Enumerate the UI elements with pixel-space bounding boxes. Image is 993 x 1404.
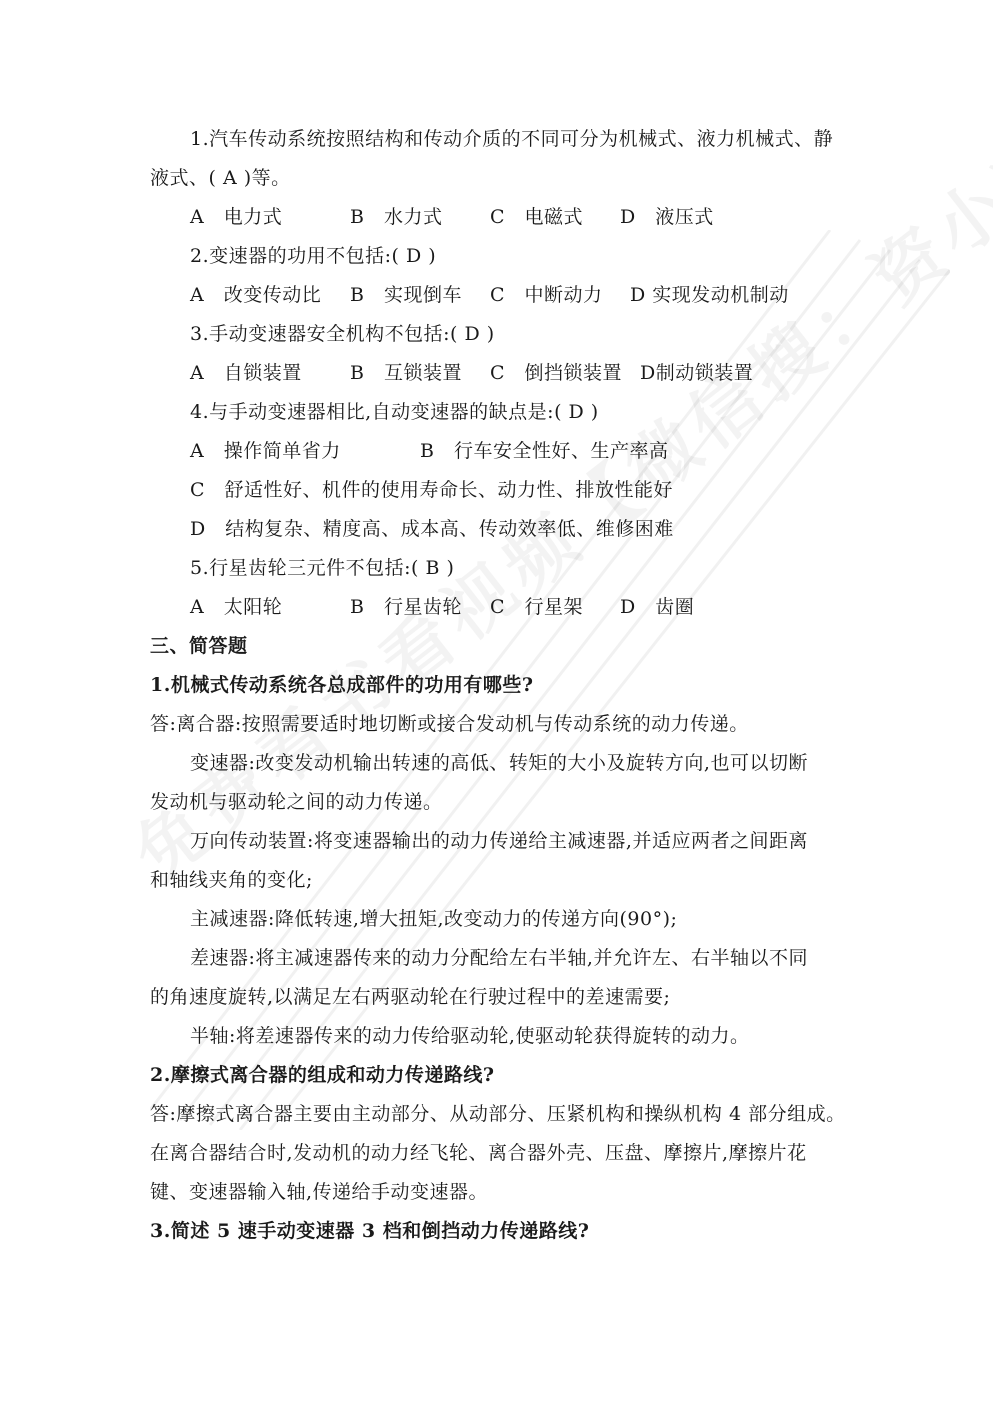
question-1-stem-line-1: 1.汽车传动系统按照结构和传动介质的不同可分为机械式、液力机械式、静 bbox=[190, 128, 834, 150]
question-4-option-d: D 结构复杂、精度高、成本高、传动效率低、维修困难 bbox=[190, 518, 674, 540]
question-1-stem-line-2: 液式、( A )等。 bbox=[150, 167, 291, 189]
question-5-option-c: C 行星架 bbox=[490, 596, 584, 618]
question-3-option-d: D制动锁装置 bbox=[640, 362, 754, 384]
question-4-option-a: A 操作简单省力 bbox=[190, 440, 341, 462]
question-2-option-c: C 中断动力 bbox=[490, 284, 603, 306]
short-answer-2-line-1: 答:摩擦式离合器主要由主动部分、从动部分、压紧机构和操纵机构 4 部分组成。 bbox=[150, 1103, 846, 1125]
question-2-stem: 2.变速器的功用不包括:( D ) bbox=[190, 245, 437, 267]
short-answer-1-universal-joint-line-1: 万向传动装置:将变速器输出的动力传递给主减速器,并适应两者之间距离 bbox=[190, 830, 808, 852]
question-5-option-a: A 太阳轮 bbox=[190, 596, 283, 618]
question-2-option-d: D 实现发动机制动 bbox=[630, 284, 789, 306]
short-answer-1-transmission-line-1: 变速器:改变发动机输出转速的高低、转矩的大小及旋转方向,也可以切断 bbox=[190, 752, 808, 774]
question-4-option-c: C 舒适性好、机件的使用寿命长、动力性、排放性能好 bbox=[190, 479, 674, 501]
short-question-3-title: 3.简述 5 速手动变速器 3 档和倒挡动力传递路线? bbox=[150, 1220, 590, 1242]
short-answer-1-clutch: 答:离合器:按照需要适时地切断或接合发动机与传动系统的动力传递。 bbox=[150, 713, 749, 735]
short-question-2-title: 2.摩擦式离合器的组成和动力传递路线? bbox=[150, 1064, 495, 1086]
question-4-options-row-1 bbox=[0, 432, 993, 471]
question-4-stem: 4.与手动变速器相比,自动变速器的缺点是:( D ) bbox=[190, 401, 599, 423]
short-question-1-title: 1.机械式传动系统各总成部件的功用有哪些? bbox=[150, 674, 534, 696]
question-2-option-a: A 改变传动比 bbox=[190, 284, 322, 306]
question-3-options bbox=[0, 354, 993, 393]
short-answer-2-line-3: 键、变速器输入轴,传递给手动变速器。 bbox=[150, 1181, 489, 1203]
short-answer-2-line-2: 在离合器结合时,发动机的动力经飞轮、离合器外壳、压盘、摩擦片,摩擦片花 bbox=[150, 1142, 807, 1164]
short-answer-1-universal-joint-line-2: 和轴线夹角的变化; bbox=[150, 869, 313, 891]
question-1-option-a: A 电力式 bbox=[190, 206, 283, 228]
question-3-option-b: B 互锁装置 bbox=[350, 362, 462, 384]
question-1-option-c: C 电磁式 bbox=[490, 206, 584, 228]
short-answer-1-transmission-line-2: 发动机与驱动轮之间的动力传递。 bbox=[150, 791, 443, 813]
question-2-option-b: B 实现倒车 bbox=[350, 284, 462, 306]
question-1-option-d: D 液压式 bbox=[620, 206, 714, 228]
question-5-options bbox=[0, 588, 993, 627]
short-answer-1-half-shaft: 半轴:将差速器传来的动力传给驱动轮,使驱动轮获得旋转的动力。 bbox=[190, 1025, 750, 1047]
question-5-option-d: D 齿圈 bbox=[620, 596, 695, 618]
short-answer-1-final-drive: 主减速器:降低转速,增大扭矩,改变动力的传递方向(90°); bbox=[190, 908, 678, 930]
question-1-options bbox=[0, 198, 993, 237]
question-2-options bbox=[0, 276, 993, 315]
short-answer-1-differential-line-1: 差速器:将主减速器传来的动力分配给左右半轴,并允许左、右半轴以不同 bbox=[190, 947, 808, 969]
question-4-option-b: B 行车安全性好、生产率高 bbox=[420, 440, 669, 462]
question-5-option-b: B 行星齿轮 bbox=[350, 596, 462, 618]
question-3-option-a: A 自锁装置 bbox=[190, 362, 302, 384]
question-1-option-b: B 水力式 bbox=[350, 206, 443, 228]
question-5-stem: 5.行星齿轮三元件不包括:( B ) bbox=[190, 557, 455, 579]
question-3-stem: 3.手动变速器安全机构不包括:( D ) bbox=[190, 323, 495, 345]
question-3-option-c: C 倒挡锁装置 bbox=[490, 362, 623, 384]
short-answer-1-differential-line-2: 的角速度旋转,以满足左右两驱动轮在行驶过程中的差速需要; bbox=[150, 986, 671, 1008]
section-3-heading: 三、简答题 bbox=[150, 635, 248, 657]
